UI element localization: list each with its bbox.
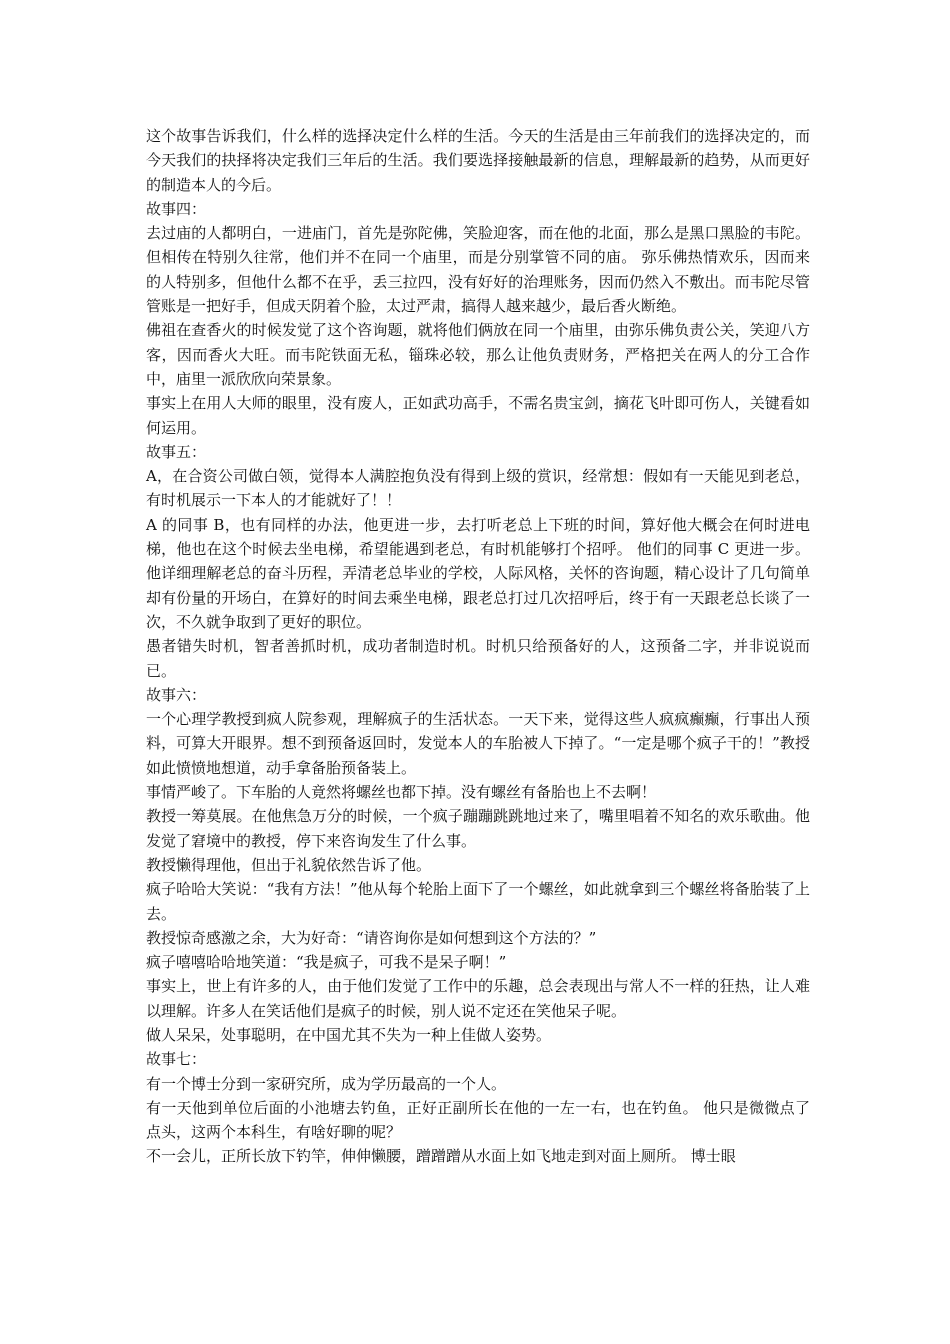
paragraph: 事情严峻了。下车胎的人竟然将螺丝也都下掉。没有螺丝有备胎也上不去啊！ [146, 783, 657, 802]
paragraph: 教授懒得理他，但出于礼貌依然告诉了他。 [146, 855, 432, 874]
paragraph: 疯子嘻嘻哈哈地笑道：“我是疯子，可我不是呆子啊！” [146, 953, 507, 972]
paragraph: 事实上，世上有许多的人，由于他们发觉了工作中的乐趣，总会表现出与常人不一样的狂热，让人难以理解。许多人在笑话他们是疯子的时候，别人说不定还在笑他呆子呢。 [146, 977, 810, 1020]
paragraph: 有一个博士分到一家研究所，成为学历最高的一个人。 [146, 1074, 507, 1093]
paragraph: A，在合资公司做白领，觉得本人满腔抱负没有得到上级的赏识，经常想：假如有一天能见到老总，有时机展示一下本人的才能就好了！！ [146, 467, 810, 510]
paragraph: 教授一筹莫展。在他焦急万分的时候，一个疯子蹦蹦跳跳地过来了，嘴里唱着不知名的欢乐歌曲。他发觉了窘境中的教授，停下来咨询发生了什么事。 [146, 807, 810, 850]
section-heading: 故事五： [146, 442, 207, 461]
paragraph: 疯子哈哈大笑说：“我有方法！”他从每个轮胎上面下了一个螺丝，如此就拿到三个螺丝将备胎装了上去。 [146, 880, 810, 923]
paragraph: A 的同事 B，也有同样的办法，他更进一步，去打听老总上下班的时间，算好他大概会在何时进电梯，他也在这个时候去坐电梯，希望能遇到老总，有时机能够打个招呼。 他们的同事 C 更进一步。他详细理解老总的奋斗历程，弄清老总毕业的学校，人际风格，关怀的咨询题，精心设计了几句简单却有份量的开场白，在算好的时间去乘坐电梯，跟老总打过几次招呼后，终于有一天跟老总长谈了一次，不久就争取到了更好的职位。 [146, 515, 810, 631]
paragraph: 一个心理学教授到疯人院参观，理解疯子的生活状态。一天下来，觉得这些人疯疯癫癫，行事出人预料，可算大开眼界。想不到预备返回时，发觉本人的车胎被人下掉了。“一定是哪个疯子干的！”教授如此愤愤地想道，动手拿备胎预备装上。 [146, 710, 810, 777]
paragraph: 教授惊奇感激之余，大为好奇：“请咨询你是如何想到这个方法的？” [146, 928, 597, 947]
paragraph: 去过庙的人都明白，一进庙门，首先是弥陀佛，笑脸迎客，而在他的北面，那么是黑口黑脸的韦陀。但相传在特别久往常，他们并不在同一个庙里，而是分别掌管不同的庙。 弥乐佛热情欢乐，因而来的人特别多，但他什么都不在乎，丢三拉四，没有好好的治理账务，因而仍然入不敷出。而韦陀尽管管账是一把好手，但成天阴着个脸，太过严肃，搞得人越来越少，最后香火断绝。 [146, 224, 810, 316]
paragraph: 愚者错失时机，智者善抓时机，成功者制造时机。时机只给预备好的人，这预备二字，并非说说而已。 [146, 637, 810, 680]
paragraph: 有一天他到单位后面的小池塘去钓鱼，正好正副所长在他的一左一右，也在钓鱼。 他只是微微点了点头，这两个本科生，有啥好聊的呢？ [146, 1098, 810, 1142]
section-heading: 故事四： [146, 199, 207, 218]
paragraph: 不一会儿，正所长放下钓竿，伸伸懒腰，蹭蹭蹭从水面上如飞地走到对面上厕所。 博士眼 [146, 1147, 736, 1166]
section-heading: 故事六： [146, 685, 207, 704]
paragraph: 做人呆呆，处事聪明，在中国尤其不失为一种上佳做人姿势。 [146, 1025, 552, 1044]
paragraph: 这个故事告诉我们，什么样的选择决定什么样的生活。今天的生活是由三年前我们的选择决定的，而今天我们的抉择将决定我们三年后的生活。我们要选择接触最新的信息，理解最新的趋势，从而更好的制造本人的今后。 [146, 127, 810, 194]
section-heading: 故事七： [146, 1050, 207, 1069]
document-body [146, 124, 810, 1169]
paragraph: 事实上在用人大师的眼里，没有废人，正如武功高手，不需名贵宝剑，摘花飞叶即可伤人，关键看如何运用。 [146, 394, 810, 437]
paragraph: 佛祖在查香火的时候发觉了这个咨询题，就将他们俩放在同一个庙里，由弥乐佛负责公关，笑迎八方客，因而香火大旺。而韦陀铁面无私，锱珠必较，那么让他负责财务，严格把关在两人的分工合作中，庙里一派欣欣向荣景象。 [146, 321, 810, 388]
